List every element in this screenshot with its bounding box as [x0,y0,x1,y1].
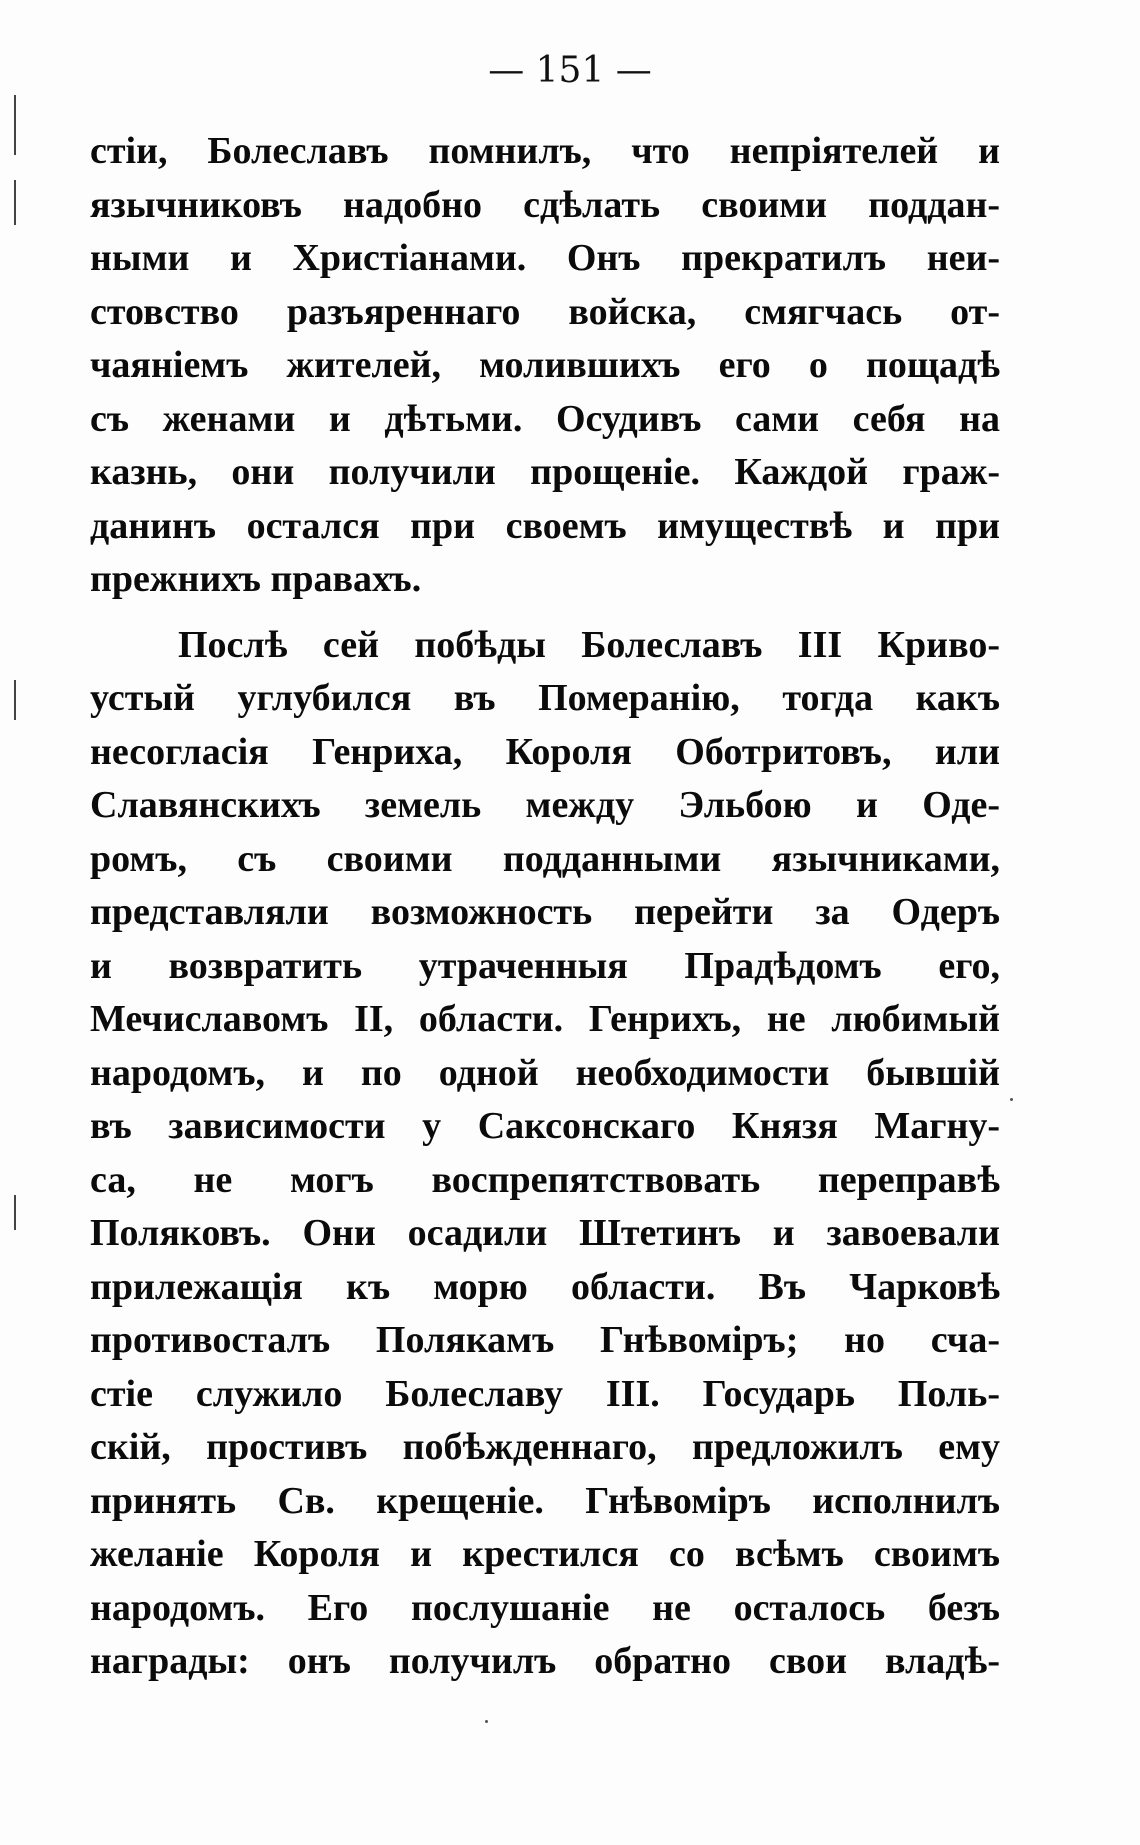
text-line: народомъ, и по одной необходимости бывшій [90,1051,1000,1094]
margin-mark-2 [14,180,16,225]
text-line: са, не могъ воспрепятствовать переправѣ [90,1158,1000,1201]
text-line: Поляковъ. Они осадили Штетинъ и завоевали [90,1212,1000,1254]
text-line: желаніе Короля и крестился со всѣмъ своимъ [90,1533,1000,1575]
text-line: Мечиславомъ II, области. Генрихъ, не любимый [90,998,1000,1040]
body-text [90,125,1000,1689]
text-line: Славянскихъ земель между Эльбою и Оде- [90,784,1000,826]
page-number: — 151 — [488,50,652,91]
margin-mark-3 [14,680,16,720]
paragraph-gap [90,607,1000,619]
margin-mark-4 [14,1195,16,1230]
text-line: язычниковъ надобно сдѣлать своими поддан- [90,183,1000,226]
text-line: въ зависимости у Саксонскаго Князя Магну- [90,1105,1000,1147]
text-line: чаяніемъ жителей, молившихъ его о пощадѣ [90,344,1000,386]
text-line: казнь, они получили прощеніе. Каждой граж- [90,451,1000,493]
text-line: устый углубился въ Померанію, тогда какъ [90,677,1000,719]
text-line: ными и Христіанами. Онъ прекратилъ неи- [90,237,1000,279]
text-line: Послѣ сей побѣды Болеславъ III Криво- [178,623,1000,666]
text-line: данинъ остался при своемъ имуществѣ и при [90,504,1000,547]
text-line: скій, простивъ побѣжденнаго, предложилъ ему [90,1426,1000,1468]
text-line: съ женами и дѣтьми. Осудивъ сами себя на [90,397,1000,440]
text-line: несогласія Генриха, Короля Оботритовъ, или [90,730,1000,773]
text-line: и возвратить утраченныя Прадѣдомъ его, [90,944,1000,987]
ink-speck-2 [485,1720,488,1723]
ink-speck-1 [1010,1098,1013,1101]
text-line: стіе служило Болеславу III. Государь Поль- [90,1372,1000,1415]
text-line: прежнихъ правахъ. [90,558,422,600]
paragraph-2 [90,619,1000,1689]
paragraph-1 [90,125,1000,607]
text-line: награды: онъ получилъ обратно свои владѣ- [90,1640,1000,1682]
text-line: ромъ, съ своими подданными язычниками, [90,837,1000,880]
text-line: противосталъ Полякамъ Гнѣвоміръ; но сча- [90,1319,1000,1361]
text-line: прилежащія къ морю области. Въ Чарковѣ [90,1265,1000,1308]
text-line: принять Св. крещеніе. Гнѣвоміръ исполнилъ [90,1479,1000,1522]
text-line: стовство разъяреннаго войска, смягчась от- [90,290,1000,333]
text-line: стіи, Болеславъ помнилъ, что непріятелей и [90,130,1000,172]
margin-mark-1 [14,95,16,155]
text-line: представляли возможность перейти за Одеръ [90,891,1000,933]
text-line: народомъ. Его послушаніе не осталось безъ [90,1586,1000,1629]
